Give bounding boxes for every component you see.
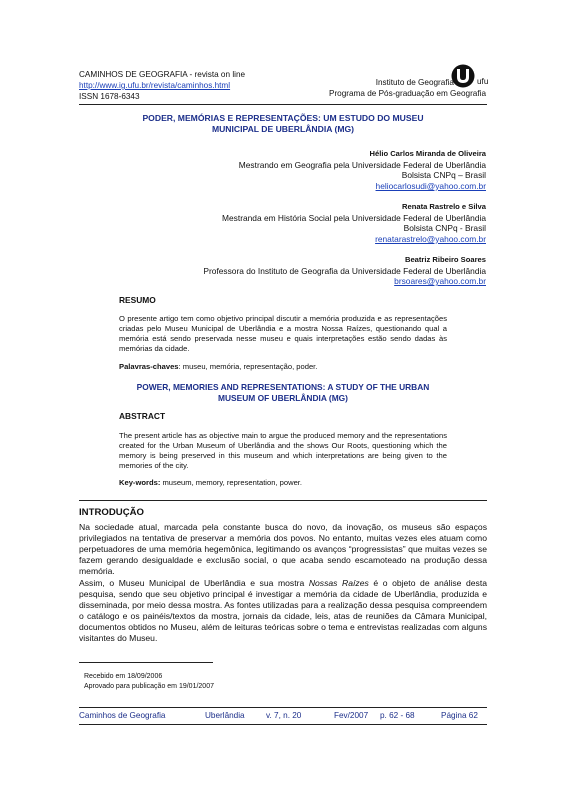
- journal-url-link[interactable]: http://www.ig.ufu.br/revista/caminhos.html: [79, 81, 231, 90]
- footer-city: Uberlândia: [205, 711, 245, 720]
- footer-pages: p. 62 - 68: [380, 711, 415, 720]
- footer-rule: [79, 707, 487, 708]
- article-title-en: [119, 382, 447, 404]
- header-rule: [79, 104, 487, 105]
- author-affiliation: Professora do Instituto de Geografia da Universidade Federal de Uberlândia: [203, 265, 486, 276]
- footnote-rule: [79, 662, 213, 663]
- article-title-pt: [79, 113, 487, 135]
- author-affiliation: Mestrando em Geografia pela Universidade Federal de Uberlândia: [238, 159, 486, 170]
- footer-volume: v. 7, n. 20: [266, 711, 302, 720]
- title-line-1: PODER, MEMÓRIAS E REPRESENTAÇÕES: UM ESTUDO DO MUSEU: [142, 113, 424, 123]
- title-en-line-1: POWER, MEMORIES AND REPRESENTATIONS: A STUDY OF THE URBAN: [136, 382, 430, 392]
- resumo-heading: RESUMO: [119, 295, 156, 305]
- title-en-line-2: MUSEUM OF UBERLÂNDIA (MG): [218, 393, 348, 403]
- intro-paragraph-1: Na sociedade atual, marcada pela constante busca do novo, da inovação, os museus são espaços privilegiados na tentativa de preservar a memória dos povos. No entanto, muitas vezes eles atuam como perpetuadores de uma memória hegemônica, legitimando os avanços “progressistas” que muitas vezes se fazem gerando desigualdade e exclusão social, o que acaba sendo escamoteado na produção dessa memória.: [79, 522, 487, 576]
- italic-title: Nossas Raízes: [308, 578, 369, 588]
- footer-page-number: Página 62: [441, 711, 478, 720]
- author-affiliation: Bolsista CNPq – Brasil: [401, 170, 486, 181]
- footer-date: Fev/2007: [334, 711, 369, 720]
- text-span: Assim, o Museu Municipal de Uberlândia e sua mostra: [79, 578, 309, 588]
- title-line-2: MUNICIPAL DE UBERLÂNDIA (MG): [211, 124, 355, 134]
- author-email-link[interactable]: brsoares@yahoo.com.br: [394, 276, 486, 287]
- author-affiliation: Mestranda em História Social pela Universidade Federal de Uberlândia: [222, 212, 486, 223]
- section-rule: [79, 500, 487, 501]
- keywords-label: Key-words:: [119, 478, 161, 487]
- abstract-heading: ABSTRACT: [119, 411, 166, 421]
- text-span: é o objeto de análise desta pesquisa, sendo que seu objetivo principal é investigar a memória da cidade de Uberlândia, produzida e disseminada, por meio dessa mostra. As fontes utilizadas para a realização dessa pesquisa compreendem o catálogo e os painéis/textos da mostra, jornais da cidade, leis, atas de reuniões da Câmara Municipal, documentos obtidos no Museu, além de leituras teóricas sobre o tema e entrevistas realizadas com alguns visitantes do Museu.: [79, 578, 488, 643]
- author-email-link[interactable]: heliocarlosudi@yahoo.com.br: [375, 180, 486, 191]
- author-name: Renata Rastrelo e Silva: [402, 202, 486, 211]
- resumo-keywords: [119, 362, 447, 372]
- author-block: [239, 149, 486, 191]
- issn: ISSN 1678-6343: [79, 92, 140, 101]
- institution-header: [328, 77, 489, 99]
- abstract-keywords: [119, 478, 447, 488]
- resumo-text: O presente artigo tem como objetivo principal discutir a memória produzida e as representações criadas pelo Museu Municipal de Uberlândia e a mostra Nossa Raízes, questionando qual a memória está sendo preservada nesse museu e quais interpretações estão sendo dadas às memórias da cidade.: [119, 314, 447, 353]
- institute-name: Instituto de Geografia: [375, 78, 454, 87]
- keywords-list: : museu, memória, representação, poder.: [178, 362, 318, 371]
- abstract-text: The present article has as objective main to argue the produced memory and the representations created for the Urban Museum of Uberlândia and the shows Our Roots, questioning which the memory is being preserved in this museum and which interpretations are being given to the memories of the city.: [119, 431, 447, 470]
- keywords-list: museum, memory, representation, power.: [160, 478, 303, 487]
- author-affiliation: Bolsista CNPq - Brasil: [403, 223, 486, 234]
- footer-bottom-rule: [79, 724, 487, 725]
- program-name: Programa de Pós-graduação em Geografia: [328, 89, 486, 98]
- journal-name: CAMINHOS DE GEOGRAFIA - revista on line: [79, 70, 246, 79]
- intro-paragraph-2: [79, 578, 487, 644]
- logo-text: ufu: [477, 77, 489, 86]
- footer-journal: Caminhos de Geografia: [79, 711, 166, 720]
- author-block: [203, 255, 486, 287]
- author-name: Hélio Carlos Miranda de Oliveira: [369, 149, 486, 158]
- keywords-label: Palavras-chaves: [119, 362, 179, 371]
- author-block: [222, 202, 486, 244]
- intro-heading: INTRODUÇÃO: [79, 507, 145, 518]
- author-email-link[interactable]: renatarastrelo@yahoo.com.br: [375, 233, 486, 244]
- journal-header: [79, 69, 245, 102]
- footnote-approved: Aprovado para publicação em 19/01/2007: [84, 683, 214, 690]
- footnote-received: Recebido em 18/09/2006: [84, 673, 163, 680]
- author-name: Beatriz Ribeiro Soares: [404, 255, 486, 264]
